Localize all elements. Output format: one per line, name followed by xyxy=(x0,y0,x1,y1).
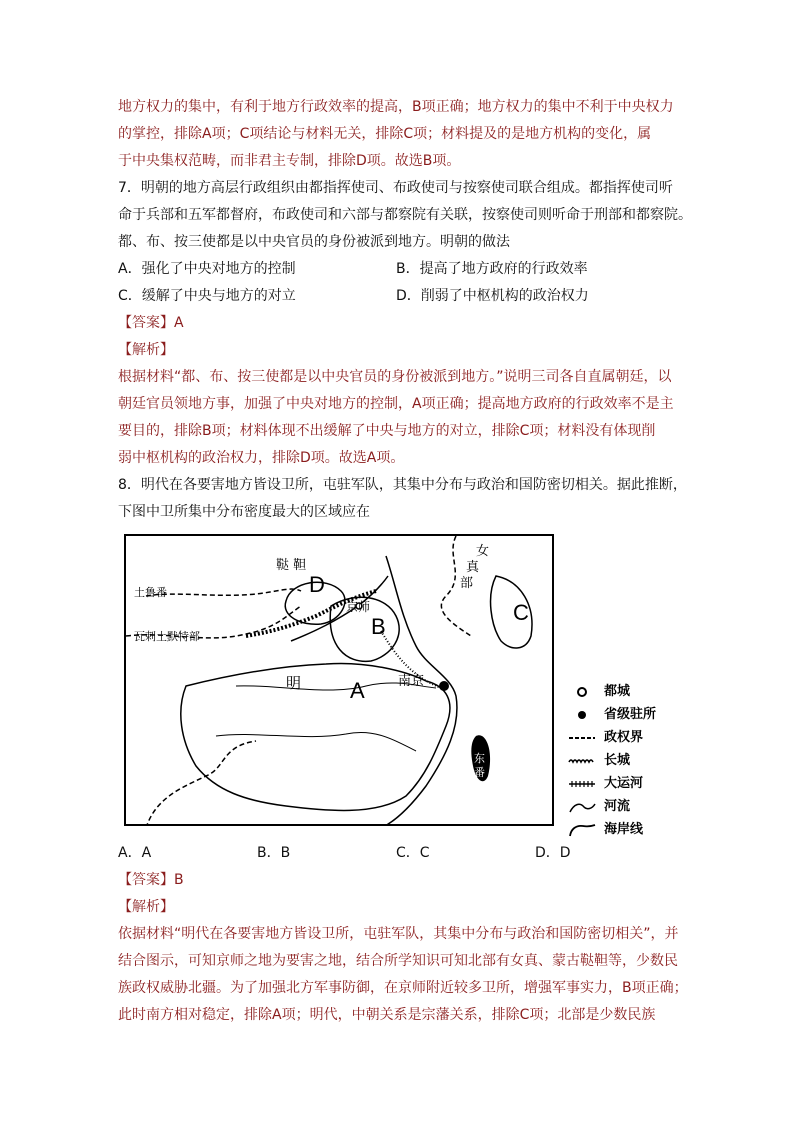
q7-option-b: B．提高了地方政府的行政效率 xyxy=(396,261,588,277)
region-label-a: A xyxy=(350,678,365,703)
legend-label: 河流 xyxy=(604,799,631,814)
q7-option-c: C．缓解了中央与地方的对立 xyxy=(118,288,296,304)
intro-line-1: 地方权力的集中，有利于地方行政效率的提高，B项正确；地方权力的集中不利于中央权力 xyxy=(118,99,674,115)
q7-analysis-label: 【解析】 xyxy=(118,342,174,358)
ming-map xyxy=(124,534,554,826)
label-tulufan: 土鲁番 xyxy=(134,586,167,599)
q8-analysis-line-4: 此时南方相对稳定，排除A项；明代，中朝关系是宗藩关系，排除C项；北部是少数民族 xyxy=(118,1007,656,1023)
legend-row-great-wall xyxy=(568,749,630,768)
river-icon xyxy=(568,800,596,814)
q8-analysis-line-2: 结合图示，可知京师之地为要害之地，结合所学知识可知北部有女真、蒙古鞑靼等，少数民 xyxy=(118,953,678,969)
q8-option-d: D．D xyxy=(535,845,571,861)
legend-label: 大运河 xyxy=(604,776,644,791)
q8-stem-line-2: 下图中卫所集中分布密度最大的区域应在 xyxy=(118,504,370,520)
label-ming: 明 xyxy=(286,674,302,692)
region-label-c: C xyxy=(513,600,529,625)
legend-row-river xyxy=(568,795,630,814)
region-label-d: D xyxy=(309,572,325,597)
legend-row-grand-canal xyxy=(568,772,643,791)
q8-answer: 【答案】B xyxy=(118,872,184,888)
label-nanjing: 南京 xyxy=(398,674,425,689)
region-label-b: B xyxy=(371,614,386,639)
coastline-icon xyxy=(568,823,596,837)
boundary-line-icon xyxy=(568,731,596,745)
label-tatar: 鞑 靼 xyxy=(276,558,307,573)
map-drawing xyxy=(126,536,554,826)
legend-label: 海岸线 xyxy=(604,822,644,837)
label-nuzhen-2: 真 xyxy=(466,560,480,575)
q7-analysis-line-4: 弱中枢机构的政治权力，排除D项。故选A项。 xyxy=(118,450,405,466)
q7-stem-line-2: 命于兵部和五军都督府，布政使司和六部与都察院有关联，按察使司则听命于刑部和都察院。 xyxy=(118,207,692,223)
capital-icon xyxy=(568,685,596,699)
label-taiwan-1: 东 xyxy=(474,752,485,765)
q8-analysis-line-1: 依据材料“明代在各要害地方皆设卫所，屯驻军队，其集中分布与政治和国防密切相关”，并 xyxy=(118,926,679,942)
q7-option-a: A．强化了中央对地方的控制 xyxy=(118,261,296,277)
q7-answer: 【答案】A xyxy=(118,315,184,331)
legend-label: 都城 xyxy=(604,684,631,699)
q7-stem-line-1: 7．明朝的地方高层行政组织由都指挥使司、布政使司与按察使司联合组成。都指挥使司听 xyxy=(118,180,673,196)
q7-analysis-line-3: 要目的，排除B项；材料体现不出缓解了中央与地方的对立，排除C项；材料没有体现削 xyxy=(118,423,656,439)
label-taiwan-2: 番 xyxy=(474,766,485,779)
legend-label: 政权界 xyxy=(604,730,644,745)
q8-stem-line-1: 8．明代在各要害地方皆设卫所，屯驻军队，其集中分布与政治和国防密切相关。据此推断， xyxy=(118,477,687,493)
q7-stem-line-3: 都、布、按三使都是以中央官员的身份被派到地方。明朝的做法 xyxy=(118,234,510,250)
legend-row-coastline xyxy=(568,818,643,837)
q7-analysis-line-2: 朝廷官员领地方事，加强了中央对地方的控制，A项正确；提高地方政府的行政效率不是主 xyxy=(118,396,674,412)
legend-row-provincial-seat xyxy=(568,703,656,722)
label-nuzhen-1: 女 xyxy=(476,544,490,559)
q8-analysis-label: 【解析】 xyxy=(118,899,174,915)
legend-row-capital xyxy=(568,680,630,699)
intro-line-3: 于中央集权范畴，而非君主专制，排除D项。故选B项。 xyxy=(118,153,461,169)
legend-label: 省级驻所 xyxy=(604,707,657,722)
q8-option-a: A．A xyxy=(118,845,152,861)
label-nuzhen-3: 部 xyxy=(460,576,474,591)
q7-option-d: D．削弱了中枢机构的政治权力 xyxy=(396,288,589,304)
q7-analysis-line-1: 根据材料“都、布、按三使都是以中央官员的身份被派到地方。”说明三司各自直属朝廷，以 xyxy=(118,369,672,385)
great-wall-icon xyxy=(568,754,596,768)
q8-option-c: C．C xyxy=(396,845,430,861)
q8-option-b: B．B xyxy=(257,845,291,861)
legend-row-boundary xyxy=(568,726,643,745)
q8-analysis-line-3: 族政权威胁北疆。为了加强北方军事防御，在京师附近较多卫所，增强军事实力，B项正确； xyxy=(118,980,688,996)
grand-canal-icon xyxy=(568,777,596,791)
label-wala: 瓦剌土默特部 xyxy=(134,630,200,643)
provincial-seat-icon xyxy=(568,708,596,722)
legend-label: 长城 xyxy=(604,753,631,768)
label-jingshi: 京师 xyxy=(346,600,371,614)
intro-line-2: 的掌控，排除A项；C项结论与材料无关，排除C项；材料提及的是地方机构的变化，属 xyxy=(118,126,652,142)
